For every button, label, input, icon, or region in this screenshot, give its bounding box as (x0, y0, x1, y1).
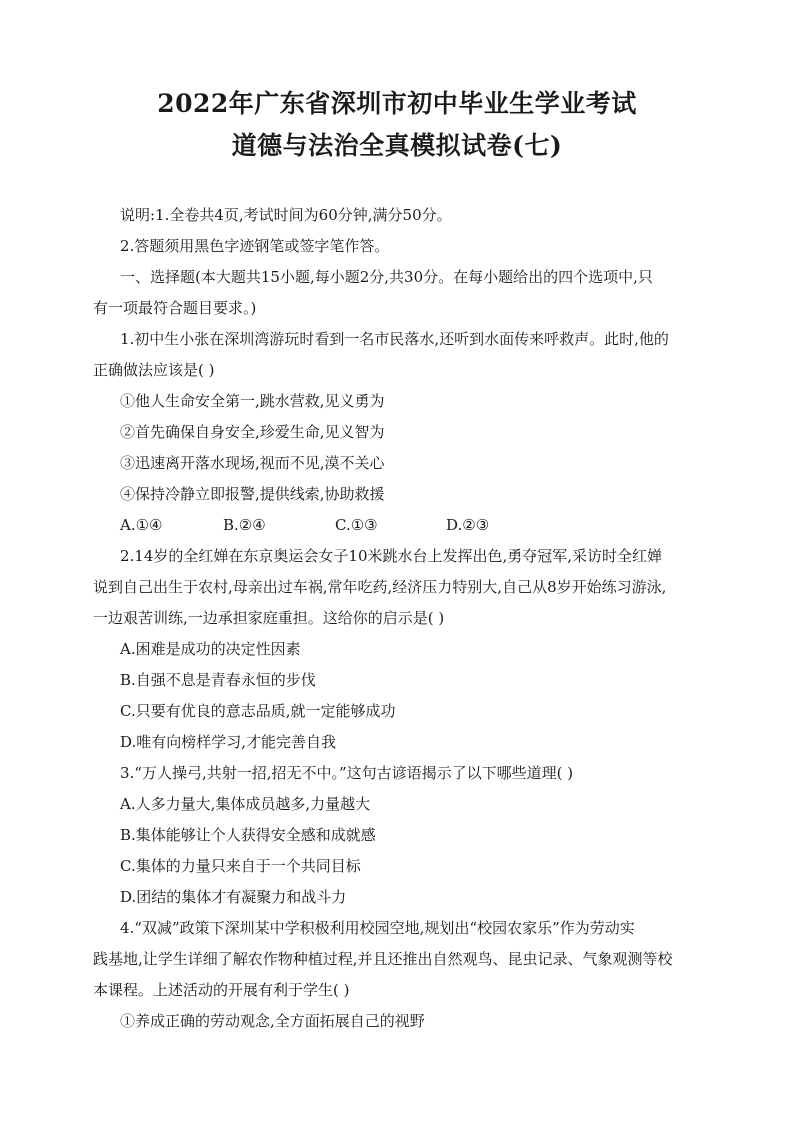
option-b: B.集体能够让个人获得安全感和成就感 (120, 826, 376, 844)
statement-item: ①养成正确的劳动观念,全方面拓展自己的视野 (120, 1012, 425, 1030)
question-stem: 4.“双减”政策下深圳某中学积极利用校园空地,规划出“校园农家乐”作为劳动实 (120, 919, 635, 937)
instructions-line: 说明:1.全卷共4页,考试时间为60分钟,满分50分。 (120, 206, 452, 224)
question-stem: 一边艰苦训练,一边承担家庭重担。这给你的启示是( ) (93, 609, 445, 627)
section-heading-cont: 有一项最符合题目要求。) (93, 299, 257, 317)
question-stem: 本课程。上述活动的开展有利于学生( ) (93, 981, 350, 999)
statement-item: ④保持冷静立即报警,提供线索,协助救援 (120, 485, 385, 503)
choice-a: A.①④ (120, 516, 163, 534)
answer-choices (93, 510, 705, 541)
exam-content (93, 200, 705, 1037)
choice-b: B.②④ (223, 516, 266, 534)
instructions-line: 2.答题须用黑色字迹钢笔或签字笔作答。 (120, 237, 390, 255)
statement-item: ③迅速离开落水现场,视而不见,漠不关心 (120, 454, 385, 472)
question-stem: 3.“万人操弓,共射一招,招无不中。”这句古谚语揭示了以下哪些道理( ) (120, 764, 574, 782)
exam-title: 2022年广东省深圳市初中毕业生学业考试 (157, 89, 637, 118)
option-c: C.只要有优良的意志品质,就一定能够成功 (120, 702, 396, 720)
option-d: D.团结的集体才有凝聚力和战斗力 (120, 888, 347, 906)
question-stem: 2.14岁的全红婵在东京奥运会女子10米跳水台上发挥出色,勇夺冠军,采访时全红婵 (120, 547, 663, 565)
question-stem: 践基地,让学生详细了解农作物种植过程,并且还推出自然观鸟、昆虫记录、气象观测等校 (93, 950, 673, 968)
question-stem: 说到自己出生于农村,母亲出过车祸,常年吃药,经济压力特别大,自己从8岁开始练习游泳, (93, 578, 667, 596)
question-stem: 正确做法应该是( ) (93, 361, 215, 379)
option-a: A.人多力量大,集体成员越多,力量越大 (120, 795, 371, 813)
option-c: C.集体的力量只来自于一个共同目标 (120, 857, 361, 875)
option-d: D.唯有向榜样学习,才能完善自我 (120, 733, 337, 751)
statement-item: ①他人生命安全第一,跳水营救,见义勇为 (120, 392, 385, 410)
question-stem: 1.初中生小张在深圳湾游玩时看到一名市民落水,还听到水面传来呼救声。此时,他的 (120, 330, 669, 348)
exam-subtitle: 道德与法治全真模拟试卷(七) (231, 131, 563, 160)
section-heading: 一、选择题(本大题共15小题,每小题2分,共30分。在每小题给出的四个选项中,只 (120, 268, 653, 286)
choice-d: D.②③ (446, 516, 490, 534)
statement-item: ②首先确保自身安全,珍爱生命,见义智为 (120, 423, 385, 441)
choice-c: C.①③ (335, 516, 378, 534)
option-a: A.困难是成功的决定性因素 (120, 640, 301, 658)
option-b: B.自强不息是青春永恒的步伐 (120, 671, 316, 689)
